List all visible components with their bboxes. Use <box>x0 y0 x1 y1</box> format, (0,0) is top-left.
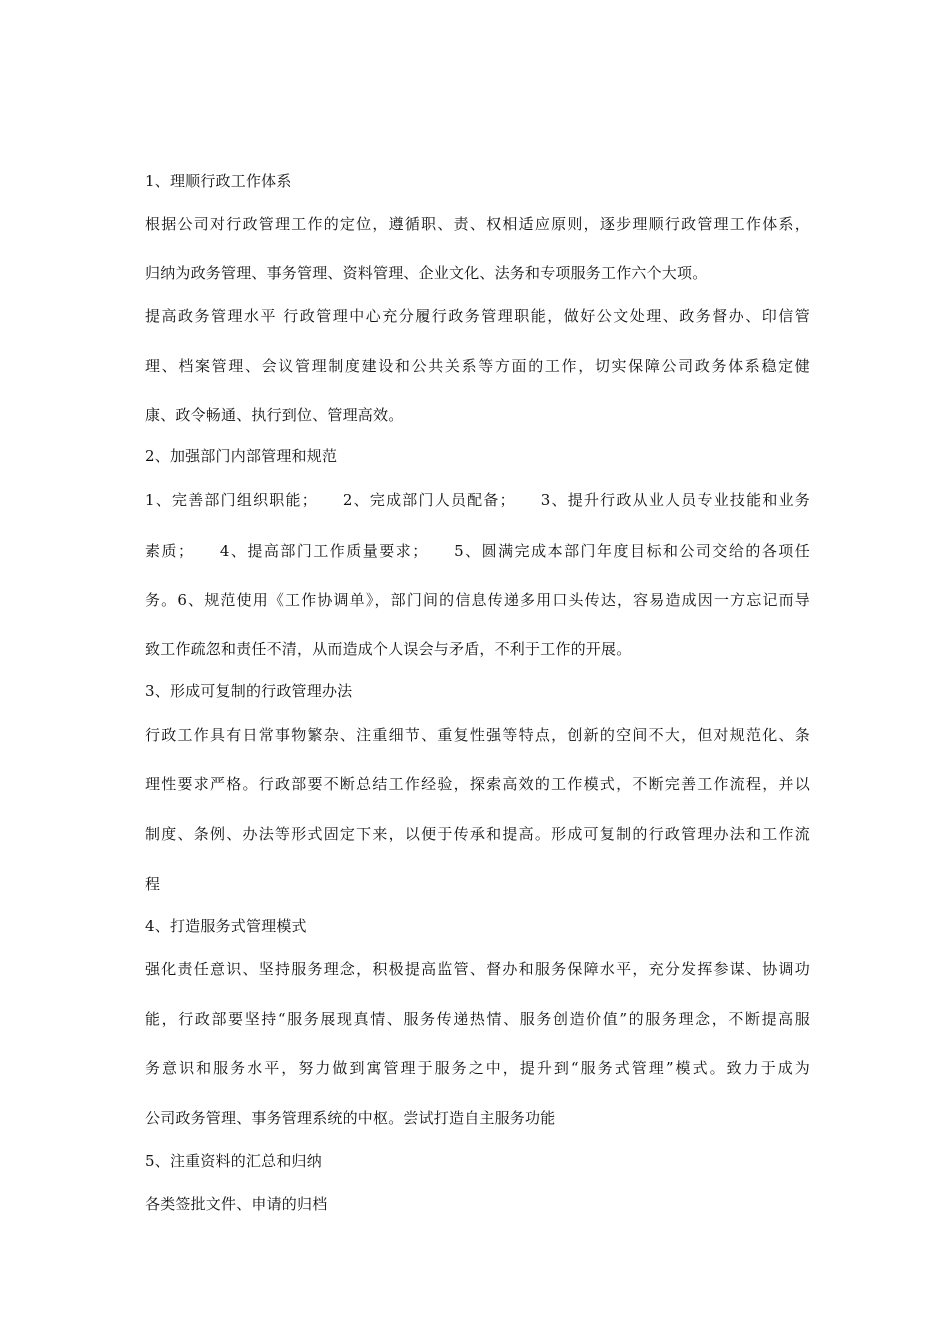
paragraph-line: 致工作疏忽和责任不清，从而造成个人误会与矛盾，不利于工作的开展。 <box>145 640 632 658</box>
paragraph-line: 各类签批文件、申请的归档 <box>145 1195 328 1213</box>
paragraph-line: 务。6、规范使用《工作协调单》，部门间的信息传递多用口头传达，容易造成因一方忘记而导 <box>145 591 810 609</box>
paragraph-line: 制度、条例、办法等形式固定下来，以便于传承和提高。形成可复制的行政管理办法和工作流 <box>145 825 810 843</box>
paragraph-line: 提高政务管理水平 行政管理中心充分履行政务管理职能，做好公文处理、政务督办、印信管 <box>145 307 810 325</box>
paragraph-line: 康、政令畅通、执行到位、管理高效。 <box>145 406 404 424</box>
paragraph-line: 归纳为政务管理、事务管理、资料管理、企业文化、法务和专项服务工作六个大项。 <box>145 264 708 282</box>
paragraph-line: 程 <box>145 875 161 893</box>
paragraph-line: 1、完善部门组织职能； 2、完成部门人员配备； 3、提升行政从业人员专业技能和业务 <box>145 491 810 509</box>
paragraph-line: 根据公司对行政管理工作的定位，遵循职、责、权相适应原则，逐步理顺行政管理工作体系， <box>145 215 810 233</box>
heading-3: 3、形成可复制的行政管理办法 <box>145 682 353 700</box>
paragraph-line: 素质； 4、提高部门工作质量要求； 5、圆满完成本部门年度目标和公司交给的各项任 <box>145 542 810 560</box>
heading-5: 5、注重资料的汇总和归纳 <box>145 1152 322 1170</box>
heading-1: 1、理顺行政工作体系 <box>145 172 292 190</box>
heading-2: 2、加强部门内部管理和规范 <box>145 447 338 465</box>
paragraph-line: 能，行政部要坚持“服务展现真情、服务传递热情、服务创造价值”的服务理念，不断提高服 <box>145 1010 810 1028</box>
heading-4: 4、打造服务式管理模式 <box>145 917 307 935</box>
paragraph-line: 理、档案管理、会议管理制度建设和公共关系等方面的工作，切实保障公司政务体系稳定健 <box>145 357 810 375</box>
paragraph-line: 理性要求严格。行政部要不断总结工作经验，探索高效的工作模式，不断完善工作流程，并以 <box>145 775 810 793</box>
paragraph-line: 务意识和服务水平，努力做到寓管理于服务之中，提升到“服务式管理”模式。致力于成为 <box>145 1059 810 1077</box>
paragraph-line: 行政工作具有日常事物繁杂、注重细节、重复性强等特点，创新的空间不大，但对规范化、条 <box>145 726 810 744</box>
paragraph-line: 公司政务管理、事务管理系统的中枢。尝试打造自主服务功能 <box>145 1109 556 1127</box>
paragraph-line: 强化责任意识、坚持服务理念，积极提高监管、督办和服务保障水平，充分发挥参谋、协调功 <box>145 960 810 978</box>
